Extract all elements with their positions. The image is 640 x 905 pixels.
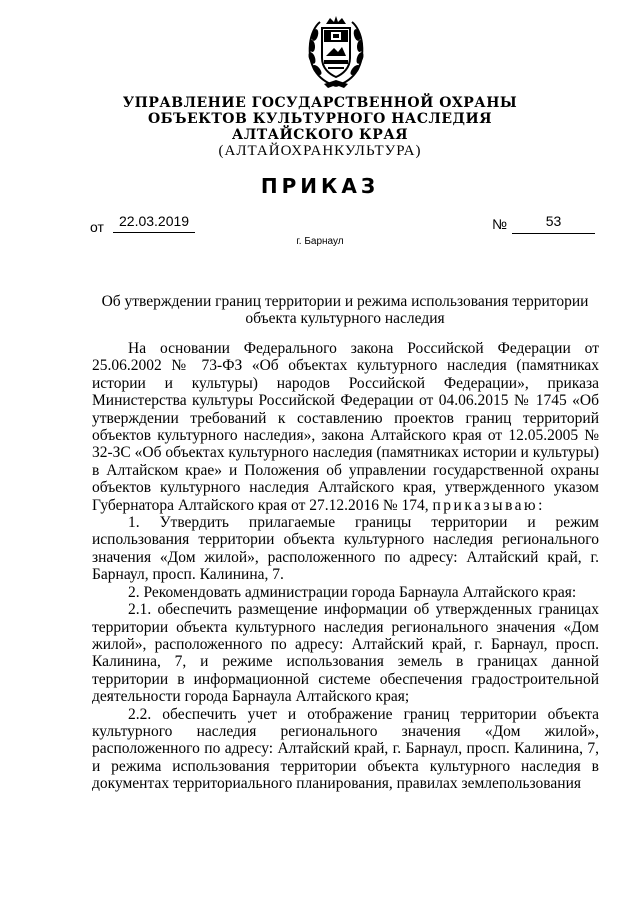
date-prefix: от — [90, 219, 104, 235]
item-2-2: 2.2. обеспечить учет и отображение границ территории объекта культурного наследия регионального значения «Дом жилой», расположенного по адресу: Алтайский край, г. Барнаул, просп. Калинина, 7, и режима использования территории объекта культурного наследия в документах территориального планирования, правилах землепользования — [92, 705, 599, 793]
order-word: приказываю: — [432, 496, 545, 514]
document-date: 22.03.2019 — [113, 213, 195, 233]
city-name: г. Барнаул — [296, 236, 344, 247]
item-1: 1. Утвердить прилагаемые границы территории и режим использования территории объекта культурного наследия регионального значения «Дом жилой», расположенного по адресу: Алтайский край, г. Барнаул, просп. Калинина, 7. — [92, 514, 599, 584]
number-label: № — [492, 216, 508, 232]
org-short-name: (АЛТАЙОХРАНКУЛЬТУРА) — [218, 143, 422, 159]
org-name-line1: УПРАВЛЕНИЕ ГОСУДАРСТВЕННОЙ ОХРАНЫ — [122, 95, 518, 111]
coat-of-arms-icon — [304, 14, 368, 90]
org-name-line3: АЛТАЙСКОГО КРАЯ — [231, 127, 409, 143]
preamble-text: На основании Федерального закона Российской Федерации от 25.06.2002 № 73-ФЗ «Об объектах культурного наследия (памятниках истории и культуры) народов Российской Федерации», приказа Министерства культуры Российской Федерации от 04.06.2015 № 1745 «Об утверждении требований к составлению проектов границ территорий объектов культурного наследия», закона Алтайского края от 12.05.2005 № 32-ЗС «Об объектах культурного наследия (памятниках истории и культуры) в Алтайском крае» и Положения об управлении государственной охраны объектов культурного наследия Алтайского края, утвержденного указом Губернатора Алтайского края от 27.12.2016 № 174, — [92, 340, 599, 514]
item-2: 2. Рекомендовать администрации города Барнаула Алтайского края: — [128, 583, 577, 601]
document-number: 53 — [512, 213, 595, 234]
document-type-title: ПРИКАЗ — [260, 174, 380, 198]
document-subject: Об утверждении границ территории и режима использования территории объекта культурного наследия — [101, 293, 589, 327]
preamble-paragraph — [92, 340, 599, 514]
org-name-line2: ОБЪЕКТОВ КУЛЬТУРНОГО НАСЛЕДИЯ — [147, 111, 493, 127]
document-body — [92, 340, 599, 793]
item-2-1: 2.1. обеспечить размещение информации об утвержденных границах территории объекта культурного наследия регионального значения «Дом жилой», расположенного по адресу: Алтайский край, г. Барнаул, просп. Калинина, 7, и режиме использования земель в границах данной территории в информационной системе обеспечения градостроительной деятельности города Барнаула Алтайского края; — [92, 601, 599, 706]
